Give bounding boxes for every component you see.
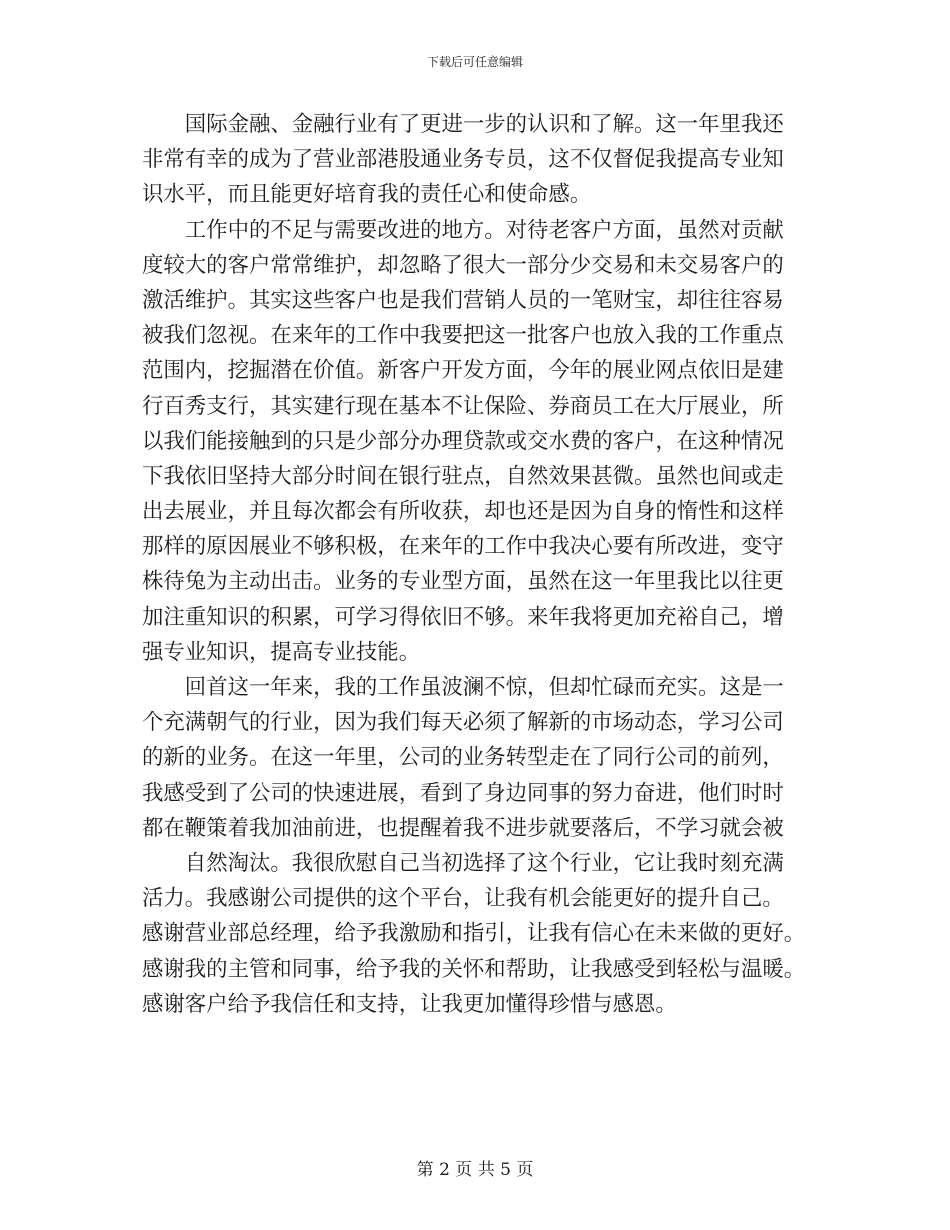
text-line: 个充满朝气的行业，因为我们每天必须了解新的市场动态，学习公司 — [142, 710, 784, 736]
text-line: 非常有幸的成为了营业部港股通业务专员，这不仅督促我提高专业知 — [142, 147, 784, 173]
text-line: 我感受到了公司的快速进展，看到了身边同事的努力奋进，他们时时 — [142, 780, 784, 806]
text-line: 感谢我的主管和同事，给予我的关怀和帮助，让我感受到轻松与温暖。 — [142, 956, 806, 982]
text-line: 激活维护。其实这些客户也是我们营销人员的一笔财宝，却往往容易 — [142, 287, 784, 313]
page-footer: 第 2 页 共 5 页 — [416, 1160, 534, 1180]
text-line: 行百秀支行，其实建行现在基本不让保险、券商员工在大厅展业，所 — [142, 393, 784, 419]
text-line: 那样的原因展业不够积极，在来年的工作中我决心要有所改进，变守 — [142, 534, 784, 560]
text-line: 度较大的客户常常维护，却忽略了很大一部分少交易和未交易客户的 — [142, 252, 784, 278]
page-header: 下载后可任意编辑 — [426, 55, 523, 69]
text-line: 范围内，挖掘潜在价值。新客户开发方面，今年的展业网点依旧是建 — [142, 358, 784, 384]
text-line: 株待兔为主动出击。业务的专业型方面，虽然在这一年里我比以往更 — [142, 569, 784, 595]
text-line: 被我们忽视。在来年的工作中我要把这一批客户也放入我的工作重点 — [142, 323, 784, 349]
text-line: 感谢客户给予我信任和支持，让我更加懂得珍惜与感恩。 — [142, 991, 677, 1017]
text-line: 强专业知识，提高专业技能。 — [142, 639, 421, 665]
text-line: 识水平，而且能更好培育我的责任心和使命感。 — [142, 182, 592, 208]
body-text — [142, 107, 807, 1022]
text-line: 加注重知识的积累，可学习得依旧不够。来年我将更加充裕自己，增 — [142, 604, 784, 630]
text-line: 都在鞭策着我加油前进，也提醒着我不进步就要落后，不学习就会被 — [142, 815, 784, 841]
text-line: 下我依旧坚持大部分时间在银行驻点，自然效果甚微。虽然也间或走 — [142, 463, 784, 489]
text-line: 工作中的不足与需要改进的地方。对待老客户方面，虽然对贡献 — [184, 217, 784, 243]
text-line: 活力。我感谢公司提供的这个平台，让我有机会能更好的提升自己。 — [142, 886, 784, 912]
text-line: 的新的业务。在这一年里，公司的业务转型走在了同行公司的前列， — [142, 745, 784, 771]
text-line: 回首这一年来，我的工作虽波澜不惊，但却忙碌而充实。这是一 — [184, 675, 784, 700]
text-line: 自然淘汰。我很欣慰自己当初选择了这个行业，它让我时刻充满 — [184, 850, 784, 876]
text-line: 国际金融、金融行业有了更进一步的认识和了解。这一年里我还 — [184, 112, 784, 137]
text-line: 出去展业，并且每次都会有所收获，却也还是因为自身的惰性和这样 — [142, 499, 784, 525]
text-line: 以我们能接触到的只是少部分办理贷款或交水费的客户，在这种情况 — [142, 428, 784, 454]
text-line: 感谢营业部总经理，给予我激励和指引，让我有信心在未来做的更好。 — [142, 921, 806, 947]
